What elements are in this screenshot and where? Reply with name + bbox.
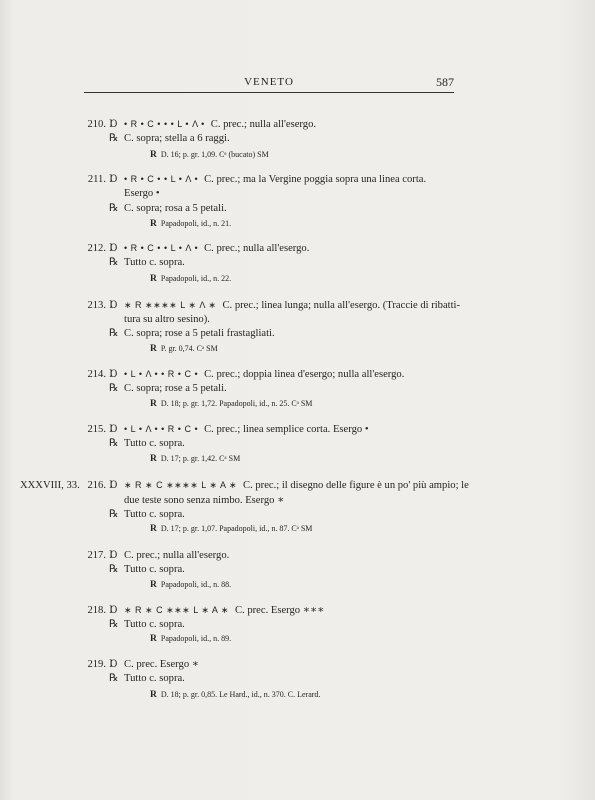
rarity-mark: R: [150, 690, 157, 700]
obverse-text: C. prec.; nulla all'esergo.: [204, 243, 310, 254]
reference: [150, 578, 231, 592]
reverse-text: C. sopra; rose a 5 petali.: [124, 383, 227, 394]
obverse-symbol: Ɒ: [109, 369, 118, 380]
obverse-continuation: tura su altro sesino).: [124, 314, 210, 325]
obverse-description: [124, 173, 426, 186]
reference: [150, 397, 312, 411]
reverse-symbol: ℞: [109, 328, 119, 339]
obverse-legend: ∗ R ∗ C ∗∗∗ L ∗ A ∗: [124, 605, 229, 615]
obverse-text: C. prec.; linea lunga; nulla all'esergo. (Traccie di ribatti-: [222, 300, 461, 311]
rarity-mark: R: [150, 150, 157, 160]
obverse-description: [124, 242, 309, 255]
rarity-mark: R: [150, 524, 157, 534]
obverse-legend: • L • Λ • • R • C •: [124, 369, 199, 379]
obverse-symbol: Ɒ: [109, 424, 118, 435]
obverse-continuation: Esergo •: [124, 188, 160, 199]
entry-number: 212.: [87, 243, 106, 254]
entry-number: 210.: [87, 119, 106, 130]
obverse-legend: • R • C • • L • Λ •: [124, 243, 199, 253]
reverse-text: C. sopra; rosa a 5 petali.: [124, 203, 227, 214]
plate-reference: XXXVIII, 33.: [20, 480, 80, 491]
reverse-symbol: ℞: [109, 509, 119, 520]
entry-number: 213.: [87, 300, 106, 311]
obverse-symbol: Ɒ: [109, 174, 118, 185]
obverse-symbol: Ɒ: [109, 550, 118, 561]
reference: [150, 522, 312, 536]
reverse-symbol: ℞: [109, 383, 119, 394]
obverse-symbol: Ɒ: [109, 659, 118, 670]
reference-text: Papadopoli, id., n. 88.: [160, 580, 232, 589]
obverse-text: C. prec. Esergo ∗: [124, 659, 199, 670]
obverse-symbol: Ɒ: [109, 119, 118, 130]
reference-text: Papadopoli, id., n. 22.: [160, 274, 232, 283]
obverse-symbol: Ɒ: [109, 243, 118, 254]
reverse-text: C. sopra; rose a 5 petali frastagliati.: [124, 328, 275, 339]
reference-text: Papadopoli, id., n. 21.: [160, 219, 232, 228]
rarity-mark: R: [150, 454, 157, 464]
rarity-mark: R: [150, 344, 157, 354]
reference: [150, 148, 269, 162]
entry-number: 218.: [87, 605, 106, 616]
rarity-mark: R: [150, 274, 157, 284]
reverse-text: Tutto c. sopra.: [124, 619, 185, 630]
obverse-legend: • R • C • • L • Λ •: [124, 174, 199, 184]
obverse-text: C. prec. Esergo ∗∗∗: [234, 605, 325, 616]
reverse-symbol: ℞: [109, 619, 119, 630]
reverse-symbol: ℞: [109, 673, 119, 684]
reverse-text: Tutto c. sopra.: [124, 509, 185, 520]
reference: [150, 452, 240, 466]
header-title: VENETO: [244, 76, 294, 88]
obverse-continuation: due teste sono senza nimbo. Esergo ∗: [124, 495, 285, 506]
reference: [150, 217, 231, 231]
reference-text: Papadopoli, id., n. 89.: [160, 634, 232, 643]
running-header: [84, 76, 454, 93]
obverse-description: [124, 479, 469, 492]
reverse-text: Tutto c. sopra.: [124, 673, 185, 684]
obverse-description: [124, 423, 369, 436]
reference-text: D. 17; p. gr. 1,42. Cᵃ SM: [160, 454, 241, 463]
obverse-symbol: Ɒ: [109, 480, 118, 491]
obverse-legend: • R • C • • • L • Λ •: [124, 119, 205, 129]
obverse-description: [124, 118, 316, 131]
reverse-symbol: ℞: [109, 257, 119, 268]
reference-text: P. gr. 0,74. Cᵃ SM: [160, 344, 218, 353]
obverse-text: C. prec.; nulla all'esergo.: [210, 119, 317, 130]
reference-text: D. 16; p. gr. 1,09. Cᵉ (bucato) SM: [160, 150, 269, 159]
obverse-text: C. prec.; doppia linea d'esergo; nulla all'esergo.: [204, 369, 405, 380]
obverse-text: C. prec.; ma la Vergine poggia sopra una linea corta.: [204, 174, 427, 185]
reverse-symbol: ℞: [109, 438, 119, 449]
entry-number: 219.: [87, 659, 106, 670]
obverse-text: C. prec.; linea semplice corta. Esergo •: [204, 424, 369, 435]
entry-number: 216.: [87, 480, 106, 491]
reference-text: D. 17; p. gr. 1,07. Papadopoli, id., n. 87. Cᵃ SM: [160, 524, 313, 533]
reverse-symbol: ℞: [109, 564, 119, 575]
entry-number: 217.: [87, 550, 106, 561]
obverse-description: [124, 549, 229, 562]
rarity-mark: R: [150, 219, 157, 229]
rarity-mark: R: [150, 399, 157, 409]
reference-text: D. 18; p. gr. 1,72. Papadopoli, id., n. 25. Cᵃ SM: [160, 399, 313, 408]
reference: [150, 342, 218, 356]
obverse-text: C. prec.; il disegno delle figure è un po' più ampio; le: [243, 480, 469, 491]
reference: [150, 272, 231, 286]
reverse-text: Tutto c. sopra.: [124, 257, 185, 268]
obverse-description: [124, 658, 199, 671]
entry-number: 211.: [87, 174, 106, 185]
obverse-description: [124, 368, 404, 381]
reverse-text: Tutto c. sopra.: [124, 438, 185, 449]
reference-text: D. 18; p. gr. 0,85. Le Hard., id., n. 370. C. Lerard.: [160, 690, 321, 699]
page-number: 587: [436, 75, 454, 89]
rarity-mark: R: [150, 634, 157, 644]
obverse-text: C. prec.; nulla all'esergo.: [124, 550, 230, 561]
obverse-description: [124, 604, 324, 617]
reference: [150, 688, 320, 702]
reverse-symbol: ℞: [109, 133, 119, 144]
obverse-legend: • L • Λ • • R • C •: [124, 424, 199, 434]
reverse-text: C. sopra; stella a 6 raggi.: [124, 133, 230, 144]
reference: [150, 632, 231, 646]
reverse-text: Tutto c. sopra.: [124, 564, 185, 575]
obverse-legend: ∗ R ∗ C ∗∗∗∗ L ∗ A ∗: [124, 480, 238, 490]
obverse-description: [124, 299, 460, 312]
obverse-legend: ∗ R ∗∗∗∗ L ∗ Λ ∗: [124, 300, 217, 310]
entry-number: 214.: [87, 369, 106, 380]
obverse-symbol: Ɒ: [109, 300, 118, 311]
obverse-symbol: Ɒ: [109, 605, 118, 616]
reverse-symbol: ℞: [109, 203, 119, 214]
entry-number: 215.: [87, 424, 106, 435]
rarity-mark: R: [150, 580, 157, 590]
